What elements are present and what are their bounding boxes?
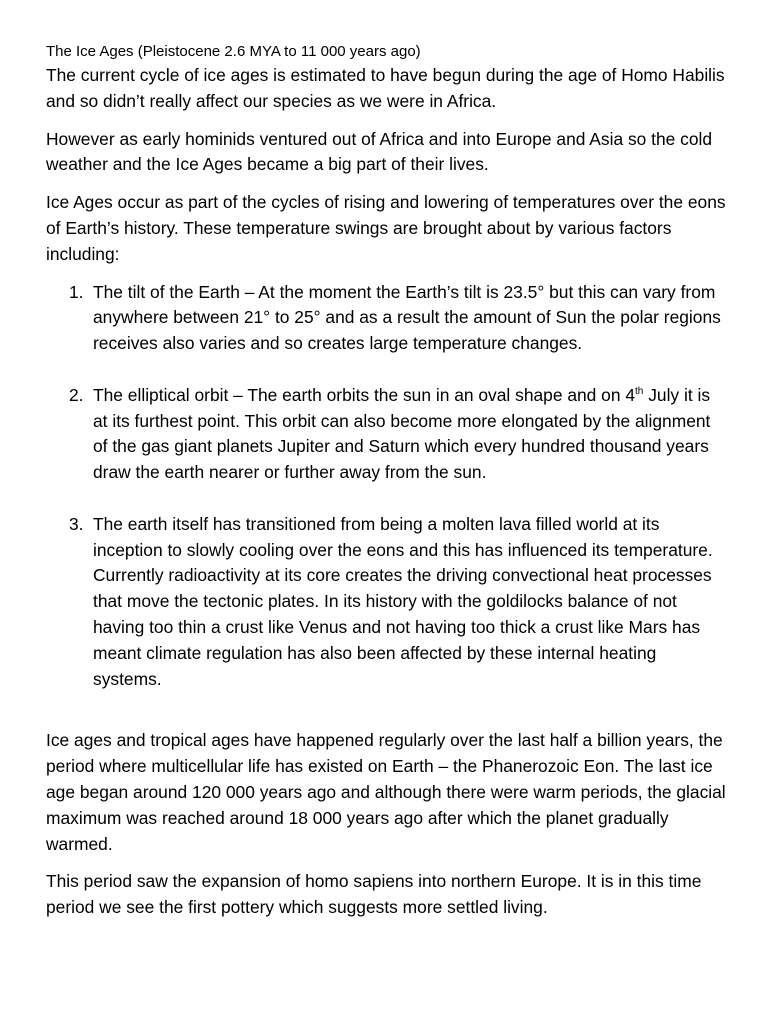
factors-list xyxy=(46,280,726,693)
outro-paragraph-1: Ice ages and tropical ages have happened regularly over the last half a billion years, the period where multicellular life has existed on Earth – the Phanerozoic Eon. The last ice age began around 120 000 years ago and although there were warm periods, the glacial maximum was reached around 18 000 years ago after which the planet gradually warmed. xyxy=(46,730,726,854)
factor-text: The tilt of the Earth – At the moment the Earth’s tilt is 23.5° but this can vary from anywhere between 21° to 25° and as a result the amount of Sun the polar regions receives also varies and so creates large temperature changes. xyxy=(93,281,721,354)
intro-paragraph-3: Ice Ages occur as part of the cycles of rising and lowering of temperatures over the eons of Earth’s history. These temperature swings are brought about by various factors including: xyxy=(46,192,726,264)
outro-paragraph-2: This period saw the expansion of homo sapiens into northern Europe. It is in this time period we see the first pottery which suggests more settled living. xyxy=(46,871,702,918)
factor-item-1 xyxy=(46,280,726,357)
factor-item-2 xyxy=(46,383,726,486)
list-number: 1. xyxy=(69,281,84,302)
factor-text: The earth itself has transitioned from being a molten lava filled world at its inception to slowly cooling over the eons and this has influenced its temperature. Currently radioactivity at its core creates the driving convectional heat processes that move the tectonic plates. In its history with the goldilocks balance of not having too thin a crust like Venus and not having too thick a crust like Mars has meant climate regulation has also been affected by these internal heating systems. xyxy=(93,513,713,689)
intro-paragraph-1: The current cycle of ice ages is estimated to have begun during the age of Homo Habilis and so didn’t really affect our species as we were in Africa. xyxy=(46,65,725,111)
factor-item-3 xyxy=(46,512,726,693)
list-number: 3. xyxy=(69,513,84,534)
intro-paragraph-2: However as early hominids ventured out of Africa and into Europe and Asia so the cold weather and the Ice Ages became a big part of their lives. xyxy=(46,128,713,175)
document-page xyxy=(46,41,726,933)
factor-text-before: The elliptical orbit – The earth orbits the sun in an oval shape and on 4 xyxy=(93,384,636,405)
ordinal-superscript: th xyxy=(635,385,644,397)
list-number: 2. xyxy=(69,384,84,405)
document-title: The Ice Ages (Pleistocene 2.6 MYA to 11 000 years ago) xyxy=(46,43,421,60)
factor-text-after: July it is at its furthest point. This orbit can also become more elongated by the alignment of the gas giant planets Jupiter and Saturn which every hundred thousand years draw the earth nearer or further away from the sun. xyxy=(93,384,711,483)
